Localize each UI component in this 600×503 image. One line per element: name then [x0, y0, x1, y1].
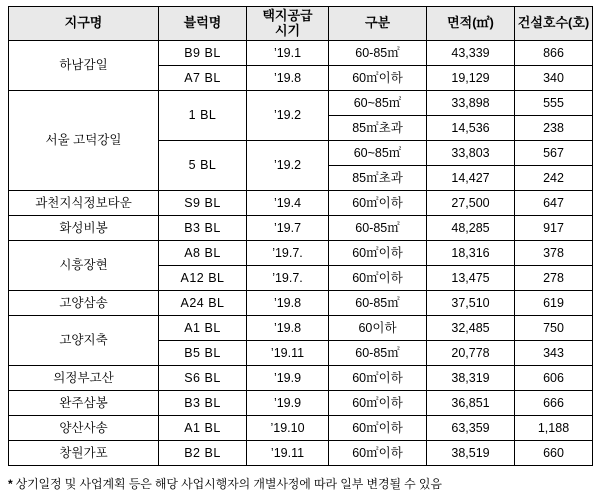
cell-supply-date: ’19.9	[247, 366, 329, 391]
cell-block: S9 BL	[159, 191, 247, 216]
cell-block: A7 BL	[159, 66, 247, 91]
cell-units: 606	[515, 366, 593, 391]
cell-type: 85㎡초과	[329, 166, 427, 191]
cell-block: B5 BL	[159, 341, 247, 366]
cell-area: 38,319	[427, 366, 515, 391]
column-header-units: 건설호수(호)	[515, 7, 593, 41]
table-header	[9, 7, 593, 41]
column-header-block: 블럭명	[159, 7, 247, 41]
cell-district: 양산사송	[9, 416, 159, 441]
cell-type: 60-85㎡	[329, 341, 427, 366]
cell-type: 60이하	[329, 316, 427, 341]
cell-units: 619	[515, 291, 593, 316]
cell-area: 14,427	[427, 166, 515, 191]
footnote-star: *	[8, 477, 13, 491]
cell-supply-date: ’19.8	[247, 66, 329, 91]
cell-supply-date: ’19.9	[247, 391, 329, 416]
table-row	[9, 441, 593, 466]
footnote-text: 상기일정 및 사업계획 등은 해당 사업시행자의 개별사정에 따라 일부 변경될 수 있음	[15, 477, 442, 491]
table-body	[9, 41, 593, 466]
table-row	[9, 241, 593, 266]
table-row	[9, 91, 593, 116]
column-header-supply-time-line1: 택지공급	[262, 7, 313, 23]
cell-type: 60㎡이하	[329, 191, 427, 216]
column-header-type: 구분	[329, 7, 427, 41]
cell-units: 340	[515, 66, 593, 91]
cell-block: A12 BL	[159, 266, 247, 291]
cell-type: 60-85㎡	[329, 291, 427, 316]
cell-block: A1 BL	[159, 416, 247, 441]
cell-type: 60㎡이하	[329, 416, 427, 441]
table-row	[9, 391, 593, 416]
table-row	[9, 416, 593, 441]
column-header-district: 지구명	[9, 7, 159, 41]
cell-area: 37,510	[427, 291, 515, 316]
cell-units: 242	[515, 166, 593, 191]
cell-type: 60㎡이하	[329, 241, 427, 266]
cell-supply-date: ’19.11	[247, 441, 329, 466]
cell-units: 666	[515, 391, 593, 416]
cell-block: B9 BL	[159, 41, 247, 66]
cell-type: 60-85㎡	[329, 41, 427, 66]
column-header-area: 면적(㎡)	[427, 7, 515, 41]
cell-type: 60㎡이하	[329, 66, 427, 91]
cell-units: 1,188	[515, 416, 593, 441]
cell-supply-date: ’19.7	[247, 216, 329, 241]
cell-district: 창원가포	[9, 441, 159, 466]
cell-type: 85㎡초과	[329, 116, 427, 141]
cell-area: 18,316	[427, 241, 515, 266]
cell-area: 36,851	[427, 391, 515, 416]
cell-area: 48,285	[427, 216, 515, 241]
cell-district: 고양지축	[9, 316, 159, 366]
cell-district: 시흥장현	[9, 241, 159, 291]
cell-area: 13,475	[427, 266, 515, 291]
cell-type: 60㎡이하	[329, 441, 427, 466]
cell-area: 38,519	[427, 441, 515, 466]
cell-block: 5 BL	[159, 141, 247, 191]
column-header-supply-time-line2: 시기	[274, 22, 301, 38]
cell-type: 60-85㎡	[329, 216, 427, 241]
cell-block: A1 BL	[159, 316, 247, 341]
cell-area: 43,339	[427, 41, 515, 66]
cell-district: 고양삼송	[9, 291, 159, 316]
cell-units: 866	[515, 41, 593, 66]
cell-area: 33,803	[427, 141, 515, 166]
cell-block: B3 BL	[159, 216, 247, 241]
cell-area: 32,485	[427, 316, 515, 341]
cell-units: 917	[515, 216, 593, 241]
cell-block: B2 BL	[159, 441, 247, 466]
cell-district: 하남감일	[9, 41, 159, 91]
cell-units: 555	[515, 91, 593, 116]
table-row	[9, 191, 593, 216]
cell-units: 647	[515, 191, 593, 216]
cell-units: 238	[515, 116, 593, 141]
cell-block: 1 BL	[159, 91, 247, 141]
cell-district: 의정부고산	[9, 366, 159, 391]
cell-area: 20,778	[427, 341, 515, 366]
cell-district: 완주삼봉	[9, 391, 159, 416]
cell-area: 63,359	[427, 416, 515, 441]
cell-supply-date: ’19.1	[247, 41, 329, 66]
cell-type: 60㎡이하	[329, 391, 427, 416]
cell-supply-date: ’19.10	[247, 416, 329, 441]
cell-units: 343	[515, 341, 593, 366]
cell-units: 660	[515, 441, 593, 466]
table-row	[9, 41, 593, 66]
cell-units: 750	[515, 316, 593, 341]
table-row	[9, 291, 593, 316]
cell-supply-date: ’19.7.	[247, 266, 329, 291]
cell-supply-date: ’19.2	[247, 141, 329, 191]
cell-area: 27,500	[427, 191, 515, 216]
cell-block: A8 BL	[159, 241, 247, 266]
cell-area: 33,898	[427, 91, 515, 116]
cell-block: S6 BL	[159, 366, 247, 391]
footnote	[8, 475, 592, 492]
cell-units: 378	[515, 241, 593, 266]
cell-supply-date: ’19.4	[247, 191, 329, 216]
cell-area: 14,536	[427, 116, 515, 141]
cell-district: 화성비봉	[9, 216, 159, 241]
cell-type: 60~85㎡	[329, 91, 427, 116]
cell-supply-date: ’19.8	[247, 316, 329, 341]
cell-type: 60㎡이하	[329, 266, 427, 291]
cell-type: 60~85㎡	[329, 141, 427, 166]
cell-block: A24 BL	[159, 291, 247, 316]
table-row	[9, 216, 593, 241]
cell-area: 19,129	[427, 66, 515, 91]
table-row	[9, 366, 593, 391]
cell-district: 과천지식정보타운	[9, 191, 159, 216]
table-row	[9, 316, 593, 341]
cell-supply-date: ’19.11	[247, 341, 329, 366]
cell-supply-date: ’19.8	[247, 291, 329, 316]
cell-units: 567	[515, 141, 593, 166]
housing-supply-table	[8, 6, 593, 466]
cell-block: B3 BL	[159, 391, 247, 416]
cell-type: 60㎡이하	[329, 366, 427, 391]
table-header-row	[9, 7, 593, 41]
cell-supply-date: ’19.7.	[247, 241, 329, 266]
column-header-supply-time	[247, 7, 329, 41]
cell-units: 278	[515, 266, 593, 291]
cell-district: 서울 고덕강일	[9, 91, 159, 191]
cell-supply-date: ’19.2	[247, 91, 329, 141]
